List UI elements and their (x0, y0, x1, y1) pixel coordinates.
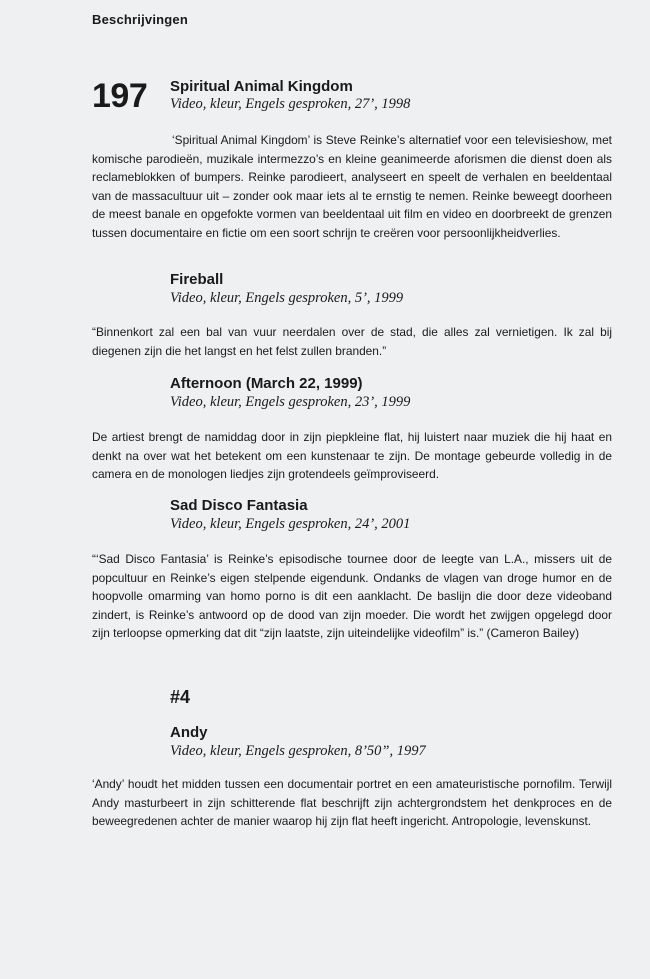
entry-number: 197 (92, 77, 148, 115)
entry-description: ‘Spiritual Animal Kingdom’ is Steve Reinke’s alternatief voor een televisieshow, met komische parodieën, muzikale intermezzo’s en kleine geanimeerde aforismen die dienst doen als reclameblokken of bumpers. Reinke parodieert, analyseert en speelt de verhalen en beeldentaal van de massacultuur uit – zonder ook maar iets al te ernstig te nemen. Reinke beweegt doorheen de meest banale en opgefokte vormen van beeldentaal uit film en video en doorbreekt de grenzen tussen documentaire en fictie om een soort schrijn te creëren voor persoonlijkheidverlies. (92, 133, 612, 240)
work-description-sad-disco: “‘Sad Disco Fantasia’ is Reinke’s episodische tournee door de leegte van L.A., missers uit de popcultuur en Reinke’s eigen stelpende eigendunk. Ondanks de vlagen van droge humor en de hoopvolle omarming van homo porno is dit een aanklacht. De baslijn die door deze videoband zindert, is Reinke’s antwoord op de dood van zijn moeder. Die wordt het zwijgen opgelegd door zijn terloopse opmerking dat dit “zijn laatste, zijn uiteindelijke videofilm” is.” (Cameron Bailey) (92, 552, 612, 640)
work-subtitle-sad-disco: Video, kleur, Engels gesproken, 24’, 2001 (170, 516, 411, 532)
work-subtitle-fireball: Video, kleur, Engels gesproken, 5’, 1999 (170, 290, 404, 306)
section-title: Andy (170, 724, 208, 741)
section-description: ‘Andy’ houdt het midden tussen een documentair portret en een amateuristische pornofilm. Terwijl Andy masturbeert in zijn schitterende flat beschrijft zijn achtergrondstem het denkproces en de beweegredenen achter de manier waarop hij zijn flat heeft ingericht. Antropologie, levenskunst. (92, 777, 612, 828)
entry-title: Spiritual Animal Kingdom (170, 78, 353, 95)
work-title-sad-disco: Sad Disco Fantasia (170, 497, 308, 514)
work-description-fireball: “Binnenkort zal een bal van vuur neerdalen over de stad, die alles zal vernietigen. Ik zal bij diegenen zijn die het langst en het felst zullen branden.” (92, 325, 612, 358)
work-title-fireball: Fireball (170, 271, 224, 288)
section-number: #4 (170, 687, 191, 707)
section-subtitle: Video, kleur, Engels gesproken, 8’50”, 1997 (170, 743, 426, 759)
work-subtitle-afternoon: Video, kleur, Engels gesproken, 23’, 1999 (170, 394, 411, 410)
entry-subtitle: Video, kleur, Engels gesproken, 27’, 1998 (170, 96, 411, 112)
work-description-afternoon: De artiest brengt de namiddag door in zijn piepkleine flat, hij luistert naar muziek die hij haat en denkt na over wat het betekent om een kunstenaar te zijn. De montage gebeurde volledig in de camera en de monologen liedjes zijn grotendeels geïmproviseerd. (92, 430, 612, 481)
work-title-afternoon: Afternoon (March 22, 1999) (170, 375, 363, 392)
page-header: Beschrijvingen (92, 12, 188, 27)
